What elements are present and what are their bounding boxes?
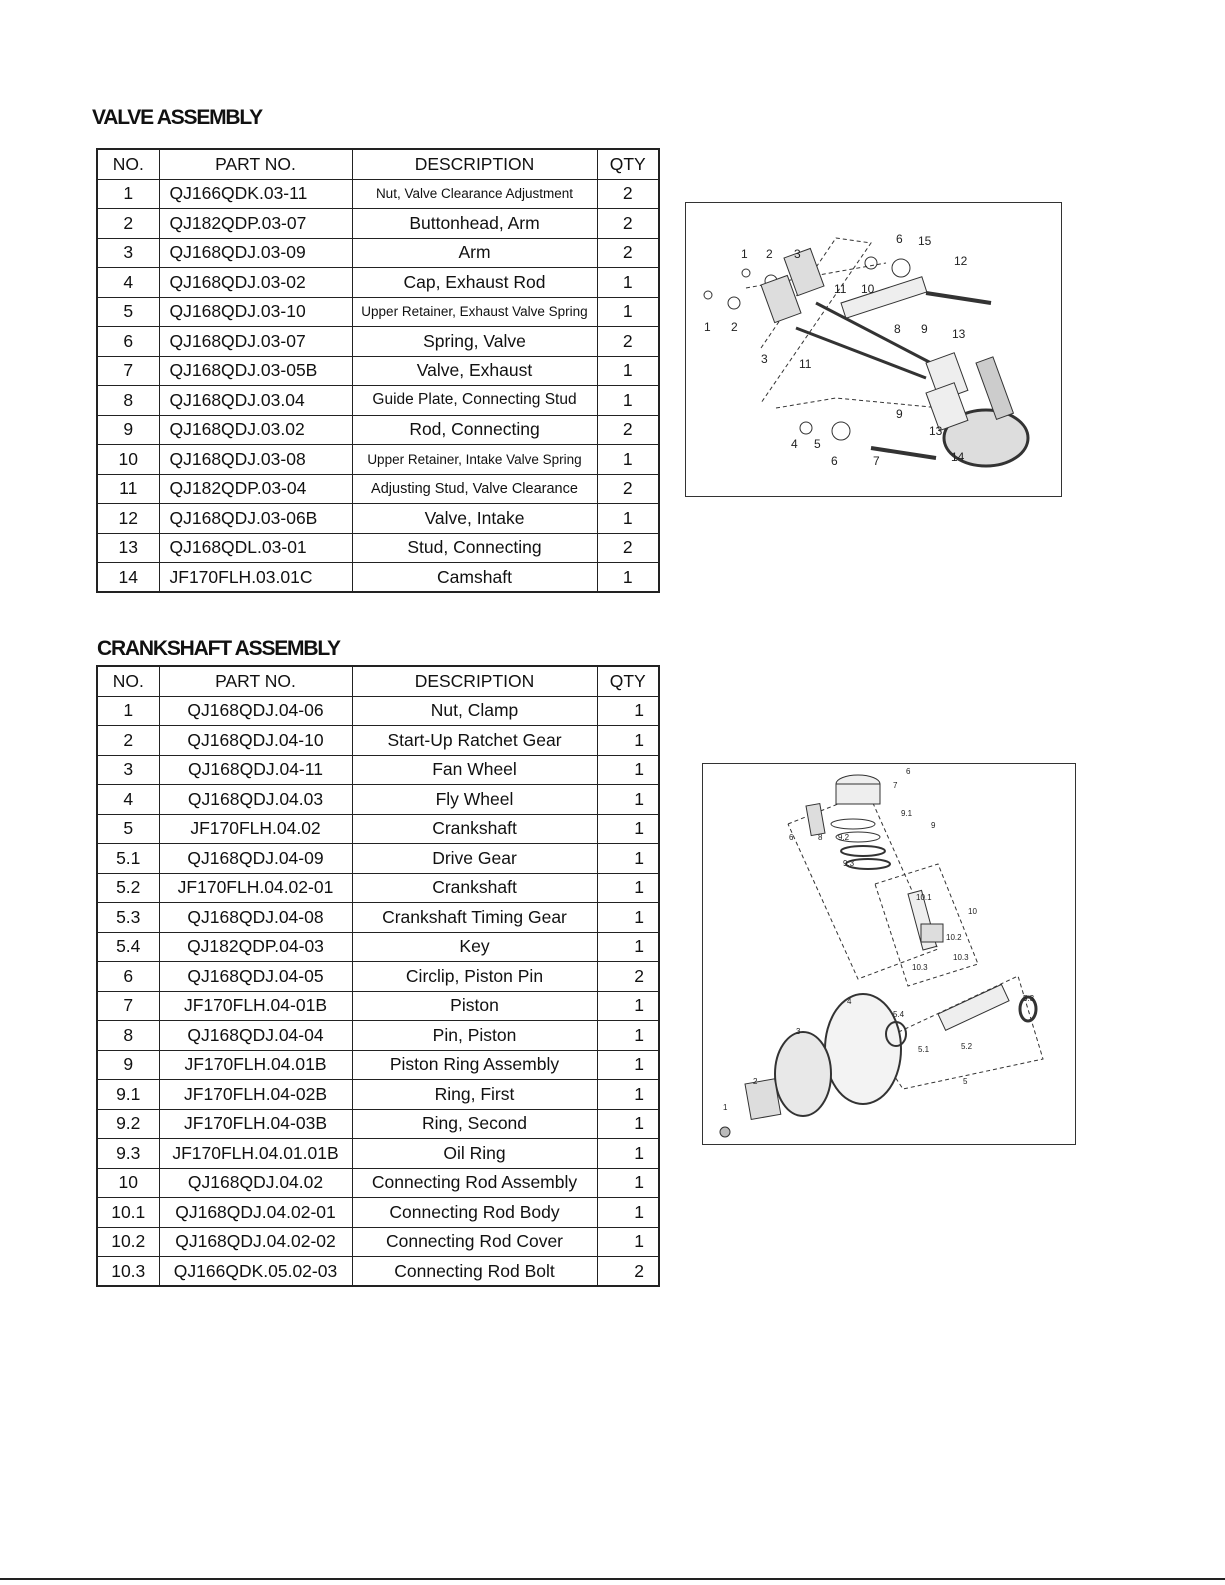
cell-qty: 1 xyxy=(597,726,659,756)
cell-qty: 1 xyxy=(597,814,659,844)
cell-no: 9.3 xyxy=(97,1139,159,1169)
svg-text:3: 3 xyxy=(794,247,801,261)
svg-text:6: 6 xyxy=(906,767,911,776)
cell-description: Pin, Piston xyxy=(352,1021,597,1051)
crankshaft-parts-table xyxy=(96,665,660,1287)
svg-text:9: 9 xyxy=(896,407,903,421)
cell-part-no: QJ168QDL.03-01 xyxy=(159,533,352,563)
header-description: DESCRIPTION xyxy=(352,149,597,179)
cell-qty: 1 xyxy=(597,903,659,933)
table-row xyxy=(97,1227,659,1257)
cell-no: 6 xyxy=(97,962,159,992)
cell-part-no: QJ168QDJ.03-06B xyxy=(159,504,352,534)
cell-part-no: QJ168QDJ.04-11 xyxy=(159,755,352,785)
cell-qty: 1 xyxy=(597,297,659,327)
table-row xyxy=(97,415,659,445)
cell-part-no: QJ168QDJ.04.02-02 xyxy=(159,1227,352,1257)
cell-description: Connecting Rod Body xyxy=(352,1198,597,1228)
cell-qty: 1 xyxy=(597,696,659,726)
svg-text:8: 8 xyxy=(818,833,823,842)
cell-description: Upper Retainer, Exhaust Valve Spring xyxy=(352,297,597,327)
table-row xyxy=(97,814,659,844)
svg-text:6: 6 xyxy=(831,454,838,468)
svg-text:10.2: 10.2 xyxy=(946,933,962,942)
cell-part-no: JF170FLH.03.01C xyxy=(159,563,352,593)
cell-part-no: QJ168QDJ.04-06 xyxy=(159,696,352,726)
cell-no: 10.2 xyxy=(97,1227,159,1257)
cell-description: Piston Ring Assembly xyxy=(352,1050,597,1080)
table-row xyxy=(97,474,659,504)
header-qty: QTY xyxy=(597,666,659,696)
cell-no: 9 xyxy=(97,1050,159,1080)
cell-no: 12 xyxy=(97,504,159,534)
cell-no: 11 xyxy=(97,474,159,504)
table-row xyxy=(97,445,659,475)
cell-part-no: QJ166QDK.03-11 xyxy=(159,179,352,209)
svg-text:2: 2 xyxy=(753,1077,758,1086)
cell-part-no: QJ182QDP.03-04 xyxy=(159,474,352,504)
svg-text:5.3: 5.3 xyxy=(1023,994,1035,1003)
cell-qty: 1 xyxy=(597,1050,659,1080)
cell-qty: 1 xyxy=(597,1198,659,1228)
table-row xyxy=(97,268,659,298)
cell-description: Key xyxy=(352,932,597,962)
cell-description: Connecting Rod Cover xyxy=(352,1227,597,1257)
cell-no: 5.4 xyxy=(97,932,159,962)
table-row xyxy=(97,1109,659,1139)
cell-qty: 1 xyxy=(597,844,659,874)
svg-text:5: 5 xyxy=(814,437,821,451)
svg-text:2: 2 xyxy=(766,247,773,261)
cell-qty: 2 xyxy=(597,962,659,992)
cell-qty: 1 xyxy=(597,1139,659,1169)
table-row xyxy=(97,1168,659,1198)
cell-qty: 1 xyxy=(597,1227,659,1257)
header-no: NO. xyxy=(97,149,159,179)
cell-no: 4 xyxy=(97,268,159,298)
cell-qty: 2 xyxy=(597,533,659,563)
cell-no: 14 xyxy=(97,563,159,593)
svg-text:1: 1 xyxy=(723,1103,728,1112)
cell-qty: 2 xyxy=(597,238,659,268)
svg-text:10: 10 xyxy=(968,907,977,916)
cell-no: 10.1 xyxy=(97,1198,159,1228)
valve-exploded-view xyxy=(686,203,1061,496)
cell-part-no: QJ182QDP.03-07 xyxy=(159,209,352,239)
cell-qty: 1 xyxy=(597,268,659,298)
table-row xyxy=(97,1198,659,1228)
svg-text:2: 2 xyxy=(731,320,738,334)
cell-part-no: QJ182QDP.04-03 xyxy=(159,932,352,962)
cell-description: Fan Wheel xyxy=(352,755,597,785)
svg-text:15: 15 xyxy=(918,234,932,248)
svg-text:4: 4 xyxy=(847,997,852,1006)
cell-description: Start-Up Ratchet Gear xyxy=(352,726,597,756)
svg-text:13: 13 xyxy=(952,327,966,341)
cell-description: Valve, Intake xyxy=(352,504,597,534)
table-row xyxy=(97,726,659,756)
cell-part-no: QJ168QDJ.03-10 xyxy=(159,297,352,327)
cell-no: 8 xyxy=(97,1021,159,1051)
cell-part-no: QJ168QDJ.04.02 xyxy=(159,1168,352,1198)
table-row xyxy=(97,1050,659,1080)
table-header-row xyxy=(97,666,659,696)
cell-description: Drive Gear xyxy=(352,844,597,874)
cell-qty: 1 xyxy=(597,563,659,593)
cell-description: Stud, Connecting xyxy=(352,533,597,563)
cell-qty: 1 xyxy=(597,1080,659,1110)
cell-description: Circlip, Piston Pin xyxy=(352,962,597,992)
svg-text:9.1: 9.1 xyxy=(901,809,913,818)
cell-part-no: QJ168QDJ.04.02-01 xyxy=(159,1198,352,1228)
cell-part-no: JF170FLH.04.01.01B xyxy=(159,1139,352,1169)
valve-assembly-diagram xyxy=(685,202,1062,497)
table-row xyxy=(97,1257,659,1287)
cell-part-no: QJ168QDJ.04-05 xyxy=(159,962,352,992)
svg-text:12: 12 xyxy=(954,254,968,268)
svg-text:11: 11 xyxy=(799,357,812,371)
cell-qty: 2 xyxy=(597,327,659,357)
cell-no: 2 xyxy=(97,726,159,756)
crankshaft-exploded-view xyxy=(703,764,1075,1144)
cell-description: Connecting Rod Assembly xyxy=(352,1168,597,1198)
svg-text:6: 6 xyxy=(896,232,903,246)
cell-part-no: QJ168QDJ.04-09 xyxy=(159,844,352,874)
cell-no: 10 xyxy=(97,445,159,475)
cell-no: 3 xyxy=(97,238,159,268)
cell-description: Oil Ring xyxy=(352,1139,597,1169)
svg-text:1: 1 xyxy=(741,247,748,261)
header-no: NO. xyxy=(97,666,159,696)
cell-description: Ring, Second xyxy=(352,1109,597,1139)
cell-part-no: QJ168QDJ.04.03 xyxy=(159,785,352,815)
cell-qty: 1 xyxy=(597,504,659,534)
cell-qty: 1 xyxy=(597,991,659,1021)
cell-no: 1 xyxy=(97,179,159,209)
table-row xyxy=(97,327,659,357)
cell-qty: 2 xyxy=(597,474,659,504)
cell-no: 9.1 xyxy=(97,1080,159,1110)
cell-description: Camshaft xyxy=(352,563,597,593)
cell-no: 5.3 xyxy=(97,903,159,933)
table-row xyxy=(97,209,659,239)
cell-part-no: JF170FLH.04.02 xyxy=(159,814,352,844)
cell-description: Crankshaft xyxy=(352,814,597,844)
cell-description: Nut, Clamp xyxy=(352,696,597,726)
svg-text:3: 3 xyxy=(796,1027,801,1036)
table-row xyxy=(97,1080,659,1110)
cell-part-no: QJ168QDJ.03-08 xyxy=(159,445,352,475)
cell-description: Cap, Exhaust Rod xyxy=(352,268,597,298)
cell-no: 7 xyxy=(97,991,159,1021)
cell-description: Valve, Exhaust xyxy=(352,356,597,386)
cell-qty: 2 xyxy=(597,1257,659,1287)
cell-part-no: JF170FLH.04-03B xyxy=(159,1109,352,1139)
cell-no: 2 xyxy=(97,209,159,239)
svg-text:3: 3 xyxy=(761,352,768,366)
cell-qty: 1 xyxy=(597,445,659,475)
cell-description: Adjusting Stud, Valve Clearance xyxy=(352,474,597,504)
table-row xyxy=(97,297,659,327)
table-row xyxy=(97,932,659,962)
table-row xyxy=(97,1021,659,1051)
cell-part-no: QJ168QDJ.04-10 xyxy=(159,726,352,756)
header-part-no: PART NO. xyxy=(159,149,352,179)
cell-no: 1 xyxy=(97,696,159,726)
svg-text:4: 4 xyxy=(791,437,798,451)
svg-text:5.1: 5.1 xyxy=(918,1045,930,1054)
svg-text:14: 14 xyxy=(951,450,965,464)
table-row xyxy=(97,533,659,563)
cell-no: 10 xyxy=(97,1168,159,1198)
cell-qty: 1 xyxy=(597,755,659,785)
svg-text:10.1: 10.1 xyxy=(916,893,932,902)
cell-no: 5.1 xyxy=(97,844,159,874)
table-row xyxy=(97,1139,659,1169)
svg-text:5.4: 5.4 xyxy=(893,1010,905,1019)
svg-text:10.3: 10.3 xyxy=(912,963,928,972)
table-row xyxy=(97,386,659,416)
svg-text:7: 7 xyxy=(873,454,880,468)
table-row xyxy=(97,755,659,785)
cell-qty: 1 xyxy=(597,1021,659,1051)
table-row xyxy=(97,844,659,874)
svg-text:9.3: 9.3 xyxy=(843,859,855,868)
cell-no: 4 xyxy=(97,785,159,815)
svg-text:13: 13 xyxy=(929,424,943,438)
svg-text:9: 9 xyxy=(931,821,936,830)
cell-description: Piston xyxy=(352,991,597,1021)
cell-no: 3 xyxy=(97,755,159,785)
cell-part-no: JF170FLH.04-01B xyxy=(159,991,352,1021)
table-row xyxy=(97,504,659,534)
cell-part-no: QJ168QDJ.03-05B xyxy=(159,356,352,386)
header-description: DESCRIPTION xyxy=(352,666,597,696)
cell-part-no: QJ168QDJ.03-07 xyxy=(159,327,352,357)
cell-description: Rod, Connecting xyxy=(352,415,597,445)
svg-text:5: 5 xyxy=(963,1077,968,1086)
cell-description: Buttonhead, Arm xyxy=(352,209,597,239)
header-qty: QTY xyxy=(597,149,659,179)
cell-part-no: JF170FLH.04.02-01 xyxy=(159,873,352,903)
cell-part-no: QJ168QDJ.03.02 xyxy=(159,415,352,445)
svg-text:9.2: 9.2 xyxy=(838,833,850,842)
crankshaft-assembly-diagram xyxy=(702,763,1076,1145)
svg-text:7: 7 xyxy=(893,781,898,790)
crankshaft-assembly-title: CRANKSHAFT ASSEMBLY xyxy=(97,637,340,660)
table-row xyxy=(97,563,659,593)
svg-text:10: 10 xyxy=(861,282,875,296)
cell-no: 9.2 xyxy=(97,1109,159,1139)
svg-text:10.3: 10.3 xyxy=(953,953,969,962)
cell-qty: 1 xyxy=(597,932,659,962)
cell-no: 5.2 xyxy=(97,873,159,903)
cell-no: 8 xyxy=(97,386,159,416)
svg-text:11: 11 xyxy=(834,282,847,296)
page-bottom-rule xyxy=(0,1578,1225,1580)
cell-description: Upper Retainer, Intake Valve Spring xyxy=(352,445,597,475)
cell-no: 13 xyxy=(97,533,159,563)
valve-assembly-title: VALVE ASSEMBLY xyxy=(92,106,262,129)
cell-description: Nut, Valve Clearance Adjustment xyxy=(352,179,597,209)
valve-parts-table xyxy=(96,148,660,593)
cell-description: Ring, First xyxy=(352,1080,597,1110)
cell-no: 5 xyxy=(97,814,159,844)
cell-qty: 1 xyxy=(597,1109,659,1139)
cell-no: 6 xyxy=(97,327,159,357)
cell-description: Arm xyxy=(352,238,597,268)
header-part-no: PART NO. xyxy=(159,666,352,696)
cell-part-no: JF170FLH.04-02B xyxy=(159,1080,352,1110)
svg-text:8: 8 xyxy=(894,322,901,336)
cell-description: Crankshaft xyxy=(352,873,597,903)
table-row xyxy=(97,962,659,992)
cell-qty: 2 xyxy=(597,415,659,445)
table-row xyxy=(97,873,659,903)
cell-part-no: QJ168QDJ.03-09 xyxy=(159,238,352,268)
cell-part-no: QJ168QDJ.04-04 xyxy=(159,1021,352,1051)
table-header-row xyxy=(97,149,659,179)
table-row xyxy=(97,696,659,726)
cell-part-no: QJ168QDJ.04-08 xyxy=(159,903,352,933)
cell-qty: 2 xyxy=(597,179,659,209)
cell-qty: 1 xyxy=(597,873,659,903)
cell-no: 9 xyxy=(97,415,159,445)
cell-qty: 1 xyxy=(597,356,659,386)
svg-text:5.2: 5.2 xyxy=(961,1042,973,1051)
svg-text:1: 1 xyxy=(704,320,711,334)
svg-text:9: 9 xyxy=(921,322,928,336)
cell-description: Guide Plate, Connecting Stud xyxy=(352,386,597,416)
cell-description: Spring, Valve xyxy=(352,327,597,357)
cell-qty: 1 xyxy=(597,386,659,416)
cell-no: 10.3 xyxy=(97,1257,159,1287)
cell-qty: 2 xyxy=(597,209,659,239)
cell-description: Connecting Rod Bolt xyxy=(352,1257,597,1287)
table-row xyxy=(97,356,659,386)
cell-no: 7 xyxy=(97,356,159,386)
cell-qty: 1 xyxy=(597,785,659,815)
cell-part-no: QJ168QDJ.03-02 xyxy=(159,268,352,298)
cell-qty: 1 xyxy=(597,1168,659,1198)
cell-no: 5 xyxy=(97,297,159,327)
cell-part-no: JF170FLH.04.01B xyxy=(159,1050,352,1080)
table-row xyxy=(97,785,659,815)
table-row xyxy=(97,903,659,933)
table-row xyxy=(97,991,659,1021)
table-row xyxy=(97,179,659,209)
svg-text:6: 6 xyxy=(789,833,794,842)
cell-part-no: QJ166QDK.05.02-03 xyxy=(159,1257,352,1287)
table-row xyxy=(97,238,659,268)
cell-description: Crankshaft Timing Gear xyxy=(352,903,597,933)
cell-description: Fly Wheel xyxy=(352,785,597,815)
cell-part-no: QJ168QDJ.03.04 xyxy=(159,386,352,416)
